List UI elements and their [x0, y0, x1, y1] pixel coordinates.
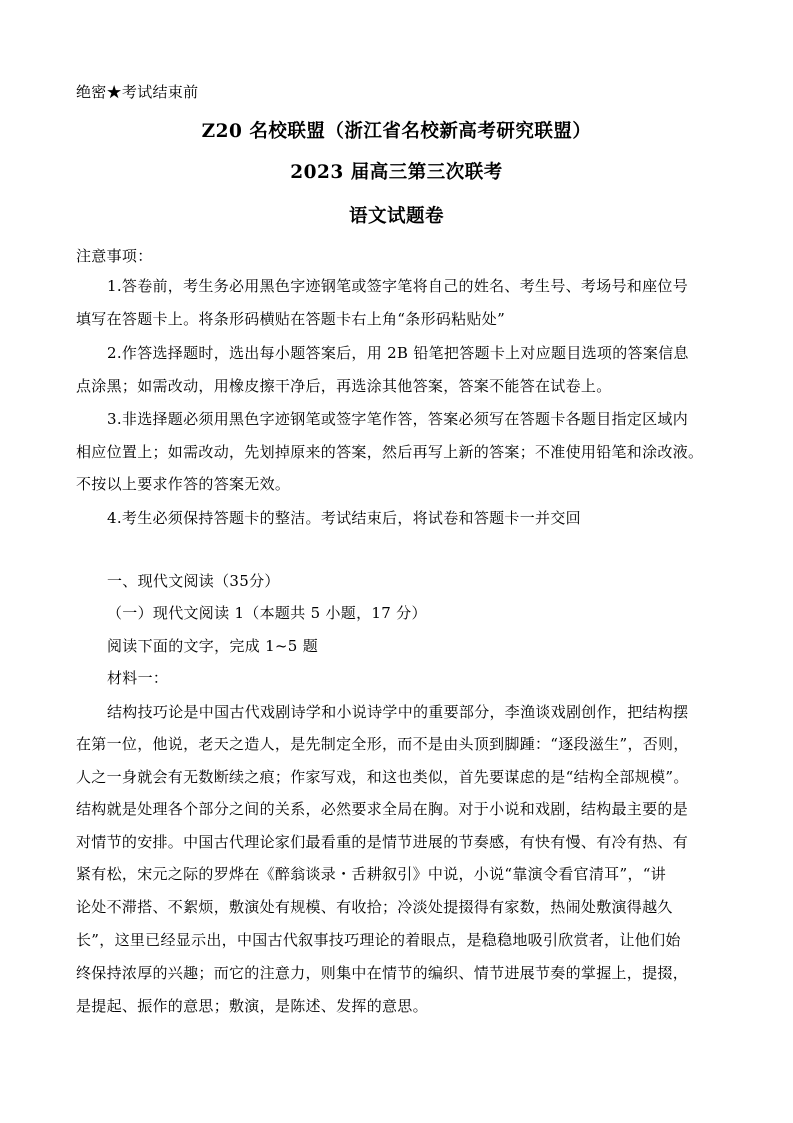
passage-line: 对情节的安排。中国古代理论家们最看重的是情节进展的节奏感，有快有慢、有冷有热、有 — [76, 833, 689, 851]
passage-line: 紧有松，宋元之际的罗烨在《醉翁谈录・舌耕叙引》中说，小说“靠演令看官清耳”，“讲 — [76, 865, 667, 883]
passage-line: 在第一位，他说，老天之造人，是先制定全形，而不是由头顶到脚踵：“逐段滋生”，否则， — [76, 735, 689, 753]
notice-line: 1.答卷前，考生务必用黑色字迹钢笔或签字笔将自己的姓名、考生号、考场号和座位号 — [107, 277, 689, 295]
title-line-1: Z20 名校联盟（浙江省名校新高考研究联盟） — [201, 121, 592, 142]
material-label: 材料一： — [107, 669, 169, 687]
part-title: 一、现代文阅读（35分） — [107, 572, 280, 590]
notice-line: 2.作答选择题时，选出每小题答案后，用 2B 铅笔把答题卡上对应题目选项的答案信息 — [107, 344, 689, 362]
notice-heading: 注意事项： — [76, 247, 153, 265]
notice-line: 填写在答题卡上。将条形码横贴在答题卡右上角“条形码粘贴处” — [76, 310, 506, 328]
notice-line: 点涂黑；如需改动，用橡皮擦干净后，再选涂其他答案，答案不能答在试卷上。 — [76, 377, 612, 395]
notice-line: 3.非选择题必须用黑色字迹钢笔或签字笔作答，答案必须写在答题卡各题目指定区域内 — [107, 410, 689, 428]
passage-line: 人之一身就会有无数断续之痕；作家写戏，和这也类似，首先要谋虑的是“结构全部规模”。 — [76, 768, 689, 786]
passage-line: 是提起、振作的意思；敷演，是陈述、发挥的意思。 — [76, 997, 428, 1015]
passage-line: 论处不滞搭、不絮烦，敷演处有规模、有收拾；冷淡处提掇得有家数，热闹处敷演得越久 — [76, 898, 673, 916]
title-line-3: 语文试题卷 — [348, 206, 444, 227]
notice-line: 4.考生必须保持答题卡的整洁。考试结束后，将试卷和答题卡一并交回 — [107, 509, 581, 527]
notice-line: 相应位置上；如需改动，先划掉原来的答案，然后再写上新的答案；不准使用铅笔和涂改液。 — [76, 443, 704, 461]
passage-line: 结构就是处理各个部分之间的关系，必然要求全局在胸。对于小说和戏剧，结构最主要的是 — [76, 800, 689, 818]
reading-instruction: 阅读下面的文字，完成 1~5 题 — [107, 637, 318, 655]
passage-line: 结构技巧论是中国古代戏剧诗学和小说诗学中的重要部分，李渔谈戏剧创作，把结构摆 — [107, 703, 689, 721]
notice-line: 不按以上要求作答的答案无效。 — [76, 475, 291, 493]
title-line-2: 2023 届高三第三次联考 — [290, 162, 503, 183]
sub-title: （一）现代文阅读 1（本题共 5 小题，17 分） — [107, 604, 427, 622]
secrecy-label: 绝密★考试结束前 — [76, 83, 199, 101]
passage-line: 终保持浓厚的兴趣；而它的注意力，则集中在情节的编织、情节进展节奏的掌握上，提掇， — [76, 964, 689, 982]
passage-line: 长”，这里已经显示出，中国古代叙事技巧理论的着眼点，是稳稳地吸引欣赏者，让他们始 — [76, 931, 681, 949]
